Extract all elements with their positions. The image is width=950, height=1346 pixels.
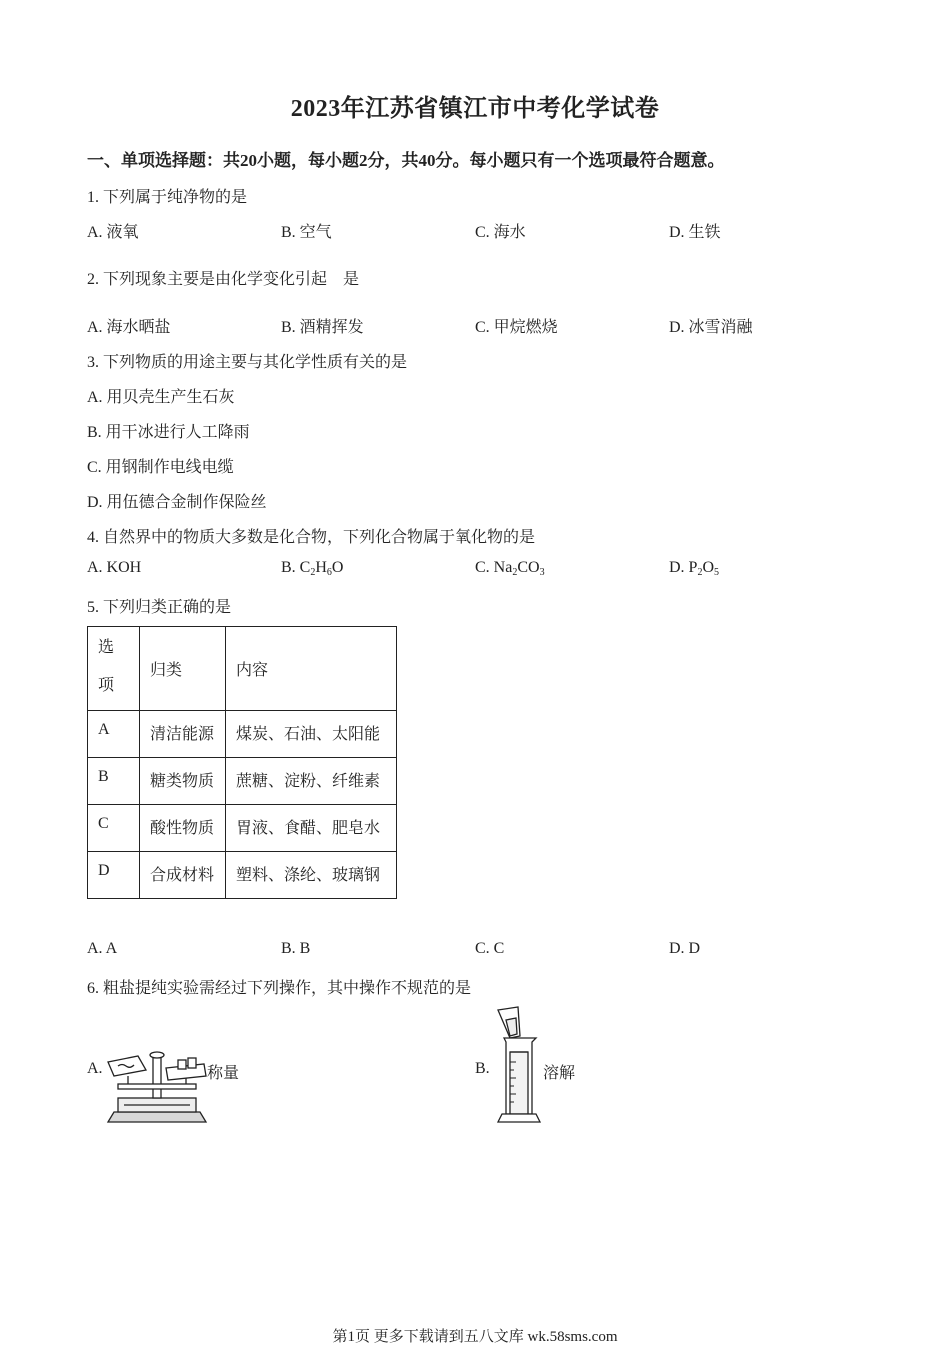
classification-table [87, 626, 397, 899]
q1-option-b: B. 空气 [281, 224, 332, 241]
q2-option-d: D. 冰雪消融 [669, 319, 753, 336]
row-category: 清洁能源 [140, 711, 226, 758]
row-content: 胃液、食醋、肥皂水 [226, 805, 397, 852]
q5-option-b: B. B [281, 940, 311, 957]
q4-option-a: A. KOH [87, 559, 142, 576]
q2-option-a: A. 海水晒盐 [87, 319, 171, 336]
row-option: C [88, 805, 140, 852]
row-content: 塑料、涤纶、玻璃钢 [226, 852, 397, 899]
graduated-cylinder-icon [492, 1006, 544, 1126]
q4-option-c: C. $Na_2CO_3$ [475, 559, 545, 578]
question-1-stem: 1. 下列属于纯净物的是 [87, 189, 248, 206]
q3-option-d: D. 用伍德合金制作保险丝 [87, 494, 267, 511]
balance-scale-icon [104, 1050, 210, 1126]
q4-option-d: D. $P_2O_5$ [669, 559, 720, 578]
q5-option-d: D. D [669, 940, 701, 957]
q1-option-a: A. 液氧 [87, 224, 139, 241]
question-3-stem: 3. 下列物质的用途主要与其化学性质有关的是 [87, 354, 408, 371]
page-title: 2023年江苏省镇江市中考化学试卷 [290, 96, 660, 122]
question-6-stem: 6. 粗盐提纯实验需经过下列操作，其中操作不规范的是 [87, 980, 472, 997]
row-category: 糖类物质 [140, 758, 226, 805]
row-option: A [88, 711, 140, 758]
table-row [88, 805, 397, 852]
q6-option-a-label: A. [87, 1060, 103, 1077]
table-row [88, 711, 397, 758]
row-category: 酸性物质 [140, 805, 226, 852]
q3-option-a: A. 用贝壳生产生石灰 [87, 389, 235, 406]
question-4-stem: 4. 自然界中的物质大多数是化合物，下列化合物属于氧化物的是 [87, 529, 536, 546]
q5-option-c: C. C [475, 940, 505, 957]
q1-option-c: C. 海水 [475, 224, 526, 241]
q3-option-b: B. 用干冰进行人工降雨 [87, 424, 250, 441]
table-row [88, 852, 397, 899]
q6-option-a-text: 称量 [207, 1060, 239, 1083]
q2-option-c: C. 甲烷燃烧 [475, 319, 558, 336]
q6-option-b-text: 溶解 [543, 1065, 576, 1082]
q2-option-b: B. 酒精挥发 [281, 319, 364, 336]
row-category: 合成材料 [140, 852, 226, 899]
section-heading: 一、单项选择题：共20小题，每小题2分，共40分。每小题只有一个选项最符合题意。 [87, 151, 725, 170]
table-row [88, 758, 397, 805]
page-footer: 第1页 更多下载请到五八文库 wk.58sms.com [332, 1329, 618, 1345]
row-option: D [88, 852, 140, 899]
table-header-row [88, 627, 397, 711]
q4-option-b: B. $C_2H_6O$ [281, 559, 344, 578]
header-option: 选 项 [88, 627, 140, 711]
question-2-stem: 2. 下列现象主要是由化学变化引起 是 [87, 271, 360, 288]
q5-option-a: A. A [87, 940, 118, 957]
q3-option-c: C. 用钢制作电线电缆 [87, 459, 234, 476]
q1-option-d: D. 生铁 [669, 224, 721, 241]
row-content: 煤炭、石油、太阳能 [226, 711, 397, 758]
question-5-stem: 5. 下列归类正确的是 [87, 599, 232, 616]
header-content: 内容 [226, 627, 397, 711]
row-option: B [88, 758, 140, 805]
q6-option-b-label: B. [475, 1060, 490, 1077]
header-category: 归类 [140, 627, 226, 711]
row-content: 蔗糖、淀粉、纤维素 [226, 758, 397, 805]
